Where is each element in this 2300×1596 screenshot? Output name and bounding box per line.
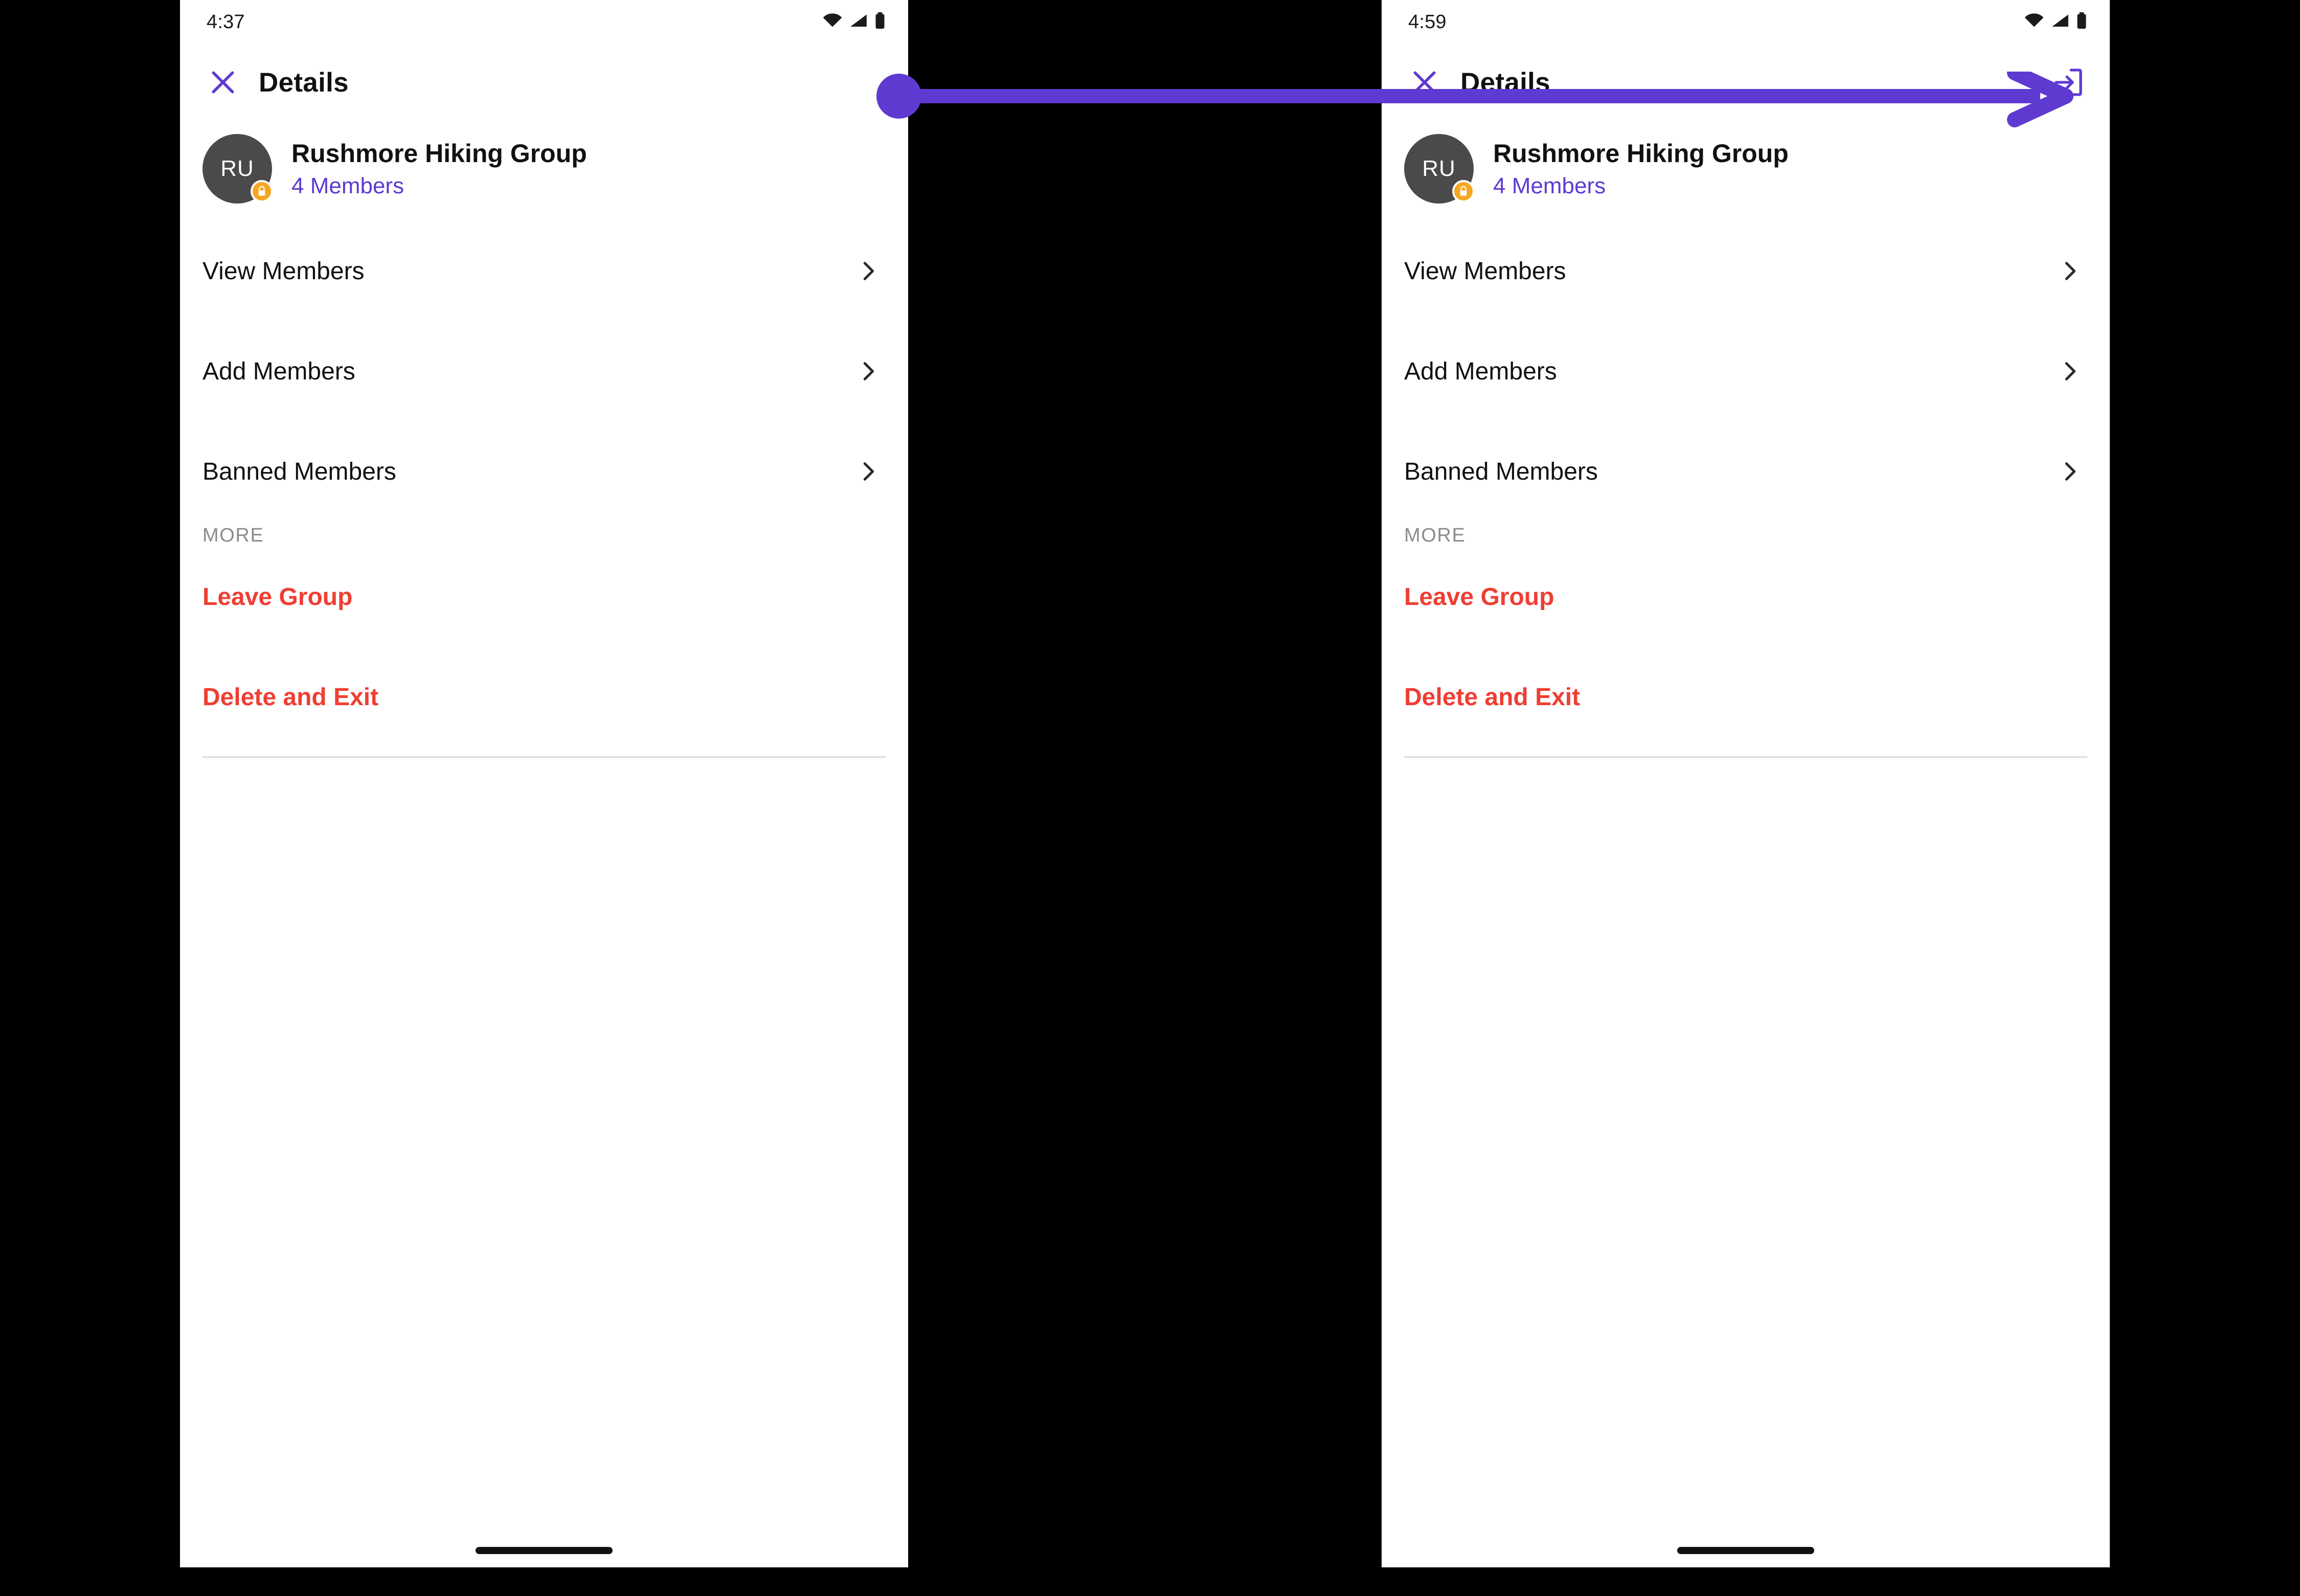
row-delete-and-exit[interactable] [1382,647,2110,747]
group-name: Rushmore Hiking Group [1493,139,1789,168]
row-label: Delete and Exit [202,683,379,711]
list-divider [202,756,886,758]
row-label: Add Members [202,357,355,385]
status-time: 4:59 [1408,11,1447,33]
avatar [1404,134,1474,204]
row-label: View Members [202,257,365,285]
chevron-right-icon [2058,259,2081,283]
group-member-count[interactable]: 4 Members [291,173,404,198]
group-text [1493,139,1789,199]
close-icon[interactable] [198,58,247,107]
home-indicator [1677,1547,1814,1554]
row-label: Leave Group [1404,583,1554,611]
chevron-right-icon [2058,460,2081,483]
battery-icon [2076,12,2087,32]
avatar-initials: RU [202,134,272,204]
phone-screen-before [180,0,908,1567]
row-label: Banned Members [1404,458,1598,485]
wifi-icon [822,13,843,31]
app-bar [180,44,908,121]
list-divider [1404,756,2087,758]
group-header [180,121,908,221]
signal-icon [849,13,868,31]
group-name: Rushmore Hiking Group [291,139,587,168]
wifi-icon [2024,13,2044,31]
page-title: Details [1460,67,1550,98]
chevron-right-icon [2058,359,2081,383]
row-label: Add Members [1404,357,1557,385]
lock-icon [1452,180,1475,203]
chevron-right-icon [856,359,880,383]
battery-icon [874,12,886,32]
lock-icon [251,180,273,203]
signal-icon [2050,13,2070,31]
section-label-more: MORE [202,525,264,546]
row-label: Delete and Exit [1404,683,1581,711]
row-add-members[interactable] [180,321,908,421]
page-title: Details [259,67,349,98]
row-delete-and-exit[interactable] [180,647,908,747]
section-label-more: MORE [1404,525,1466,546]
row-leave-group[interactable] [180,547,908,647]
chevron-right-icon [856,460,880,483]
avatar [202,134,272,204]
row-leave-group[interactable] [1382,547,2110,647]
close-icon[interactable] [1400,58,1449,107]
row-view-members[interactable] [180,221,908,321]
exit-to-app-icon[interactable] [2040,54,2096,110]
status-bar [1382,0,2110,44]
avatar-initials: RU [1404,134,1474,204]
home-indicator [476,1547,613,1554]
phone-screen-after [1382,0,2110,1567]
row-banned-members[interactable] [180,421,908,522]
row-add-members[interactable] [1382,321,2110,421]
row-label: Banned Members [202,458,396,485]
group-member-count[interactable]: 4 Members [1493,173,1606,198]
status-icons [2024,12,2087,32]
status-icons [822,12,886,32]
status-time: 4:37 [207,11,245,33]
row-banned-members[interactable] [1382,421,2110,522]
group-text [291,139,587,199]
group-header [1382,121,2110,221]
chevron-right-icon [856,259,880,283]
row-label: Leave Group [202,583,353,611]
row-view-members[interactable] [1382,221,2110,321]
app-bar [1382,44,2110,121]
row-label: View Members [1404,257,1566,285]
status-bar [180,0,908,44]
